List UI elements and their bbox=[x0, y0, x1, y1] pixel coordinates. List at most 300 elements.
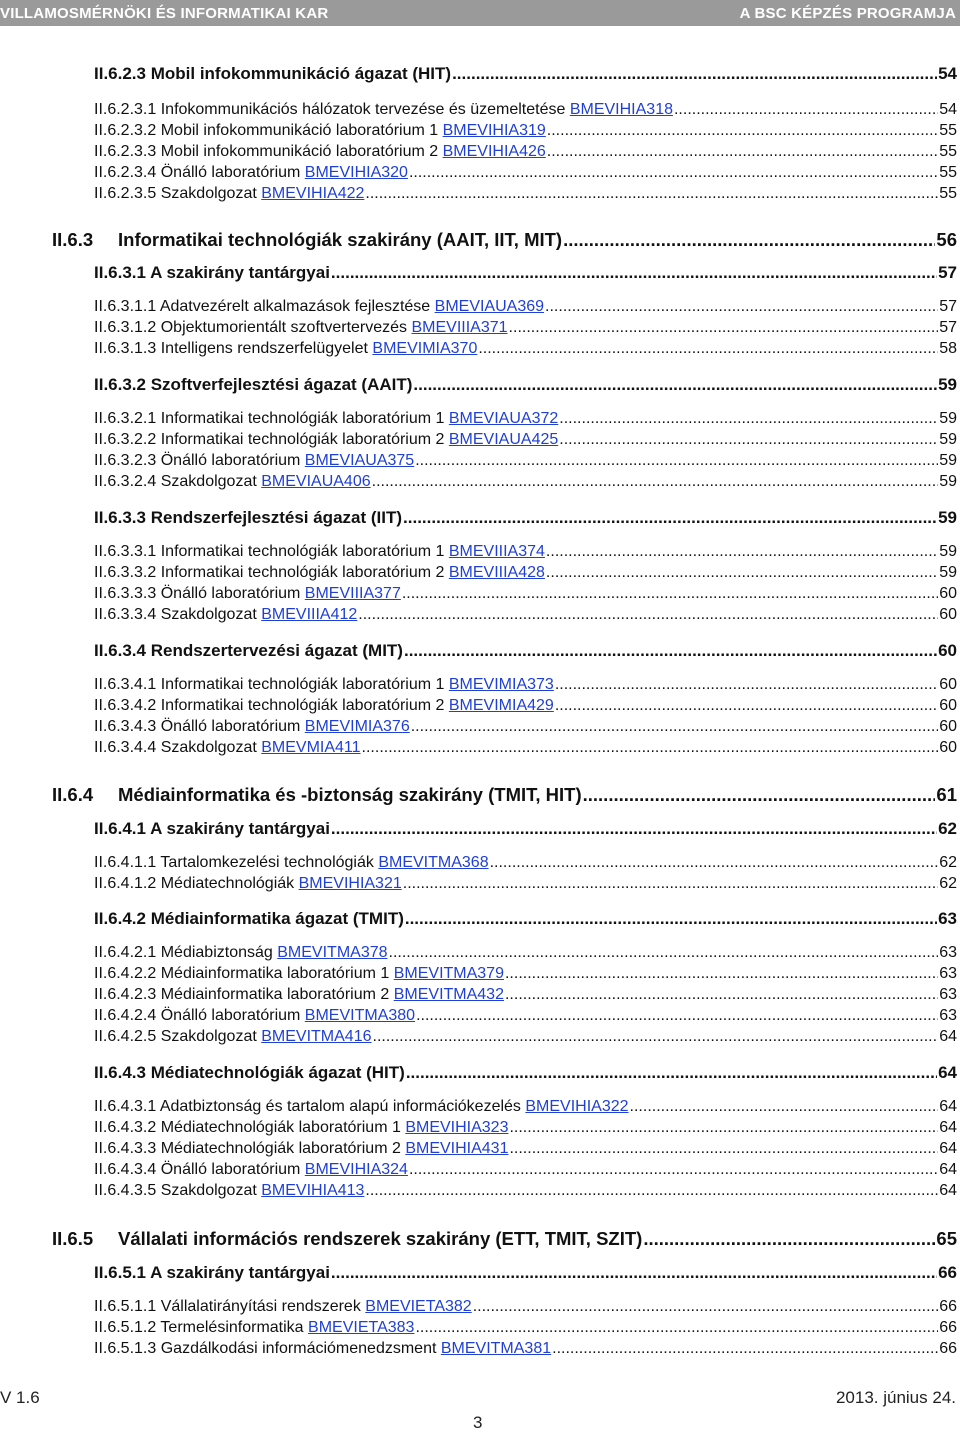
toc-entry-title: Infokommunikációs hálózatok tervezése és üzemeltetése bbox=[160, 101, 566, 118]
course-code-link[interactable]: BMEVIAUA406 bbox=[261, 473, 371, 490]
course-code-link[interactable]: BMEVITMA368 bbox=[378, 854, 489, 871]
toc-entry-title: Mobil infokommunikáció laboratórium 1 bbox=[160, 122, 439, 139]
course-code-link[interactable]: BMEVIAUA425 bbox=[448, 431, 559, 448]
toc-entry-heading bbox=[94, 585, 401, 603]
dot-leader bbox=[415, 1319, 938, 1337]
toc-entry[interactable] bbox=[94, 1119, 957, 1137]
course-code-link[interactable]: BMEVIHIA422 bbox=[261, 185, 365, 202]
toc-entry[interactable] bbox=[94, 263, 957, 283]
course-code-link[interactable]: BMEVITMA380 bbox=[304, 1007, 416, 1024]
toc-entry-heading bbox=[94, 1340, 551, 1358]
toc-entry[interactable] bbox=[94, 340, 957, 358]
dot-leader bbox=[403, 508, 937, 528]
toc-entry-title: Informatikai technológiák laboratórium 1 bbox=[160, 543, 445, 560]
dot-leader bbox=[415, 452, 938, 470]
toc-entry-number: II.6.3.4 bbox=[94, 641, 146, 660]
toc-entry-heading bbox=[94, 185, 364, 203]
toc-entry-heading bbox=[52, 784, 582, 806]
toc-entry-heading bbox=[94, 1063, 405, 1083]
course-code-link[interactable]: BMEVIMIA370 bbox=[372, 340, 478, 357]
toc-entry-title: Informatikai technológiák laboratórium 1 bbox=[160, 676, 445, 693]
toc-entry-number: II.6.4 bbox=[52, 784, 94, 805]
toc-entry[interactable] bbox=[94, 676, 957, 694]
toc-entry-number: II.6.3.2 bbox=[94, 375, 146, 394]
toc-entry-page: 60 bbox=[939, 697, 957, 714]
toc-entry-number: II.6.4.1 bbox=[94, 819, 146, 838]
toc-entry[interactable] bbox=[94, 1340, 957, 1358]
toc-entry-number: II.6.5.1.3 bbox=[94, 1340, 157, 1357]
toc-entry-heading bbox=[94, 819, 330, 839]
toc-entry-title: Adatbiztonság és tartalom alapú információkezelés bbox=[159, 1098, 521, 1115]
toc-entry-heading bbox=[94, 606, 357, 624]
toc-entry[interactable] bbox=[94, 641, 957, 661]
toc-entry-page: 59 bbox=[939, 452, 957, 469]
course-code-link[interactable]: BMEVIAUA372 bbox=[448, 410, 559, 427]
toc-entry[interactable] bbox=[94, 101, 957, 119]
toc-entry[interactable] bbox=[52, 784, 957, 806]
toc-entry[interactable] bbox=[94, 185, 957, 203]
dot-leader bbox=[555, 676, 938, 694]
toc-entry[interactable] bbox=[94, 1063, 957, 1083]
toc-entry[interactable] bbox=[94, 164, 957, 182]
toc-entry-number: II.6.4.3.4 bbox=[94, 1161, 157, 1178]
course-code-link[interactable]: BMEVIETA383 bbox=[308, 1319, 415, 1336]
toc-entry-page: 55 bbox=[939, 143, 957, 160]
toc-entry-page: 59 bbox=[939, 473, 957, 490]
toc-entry-page: 59 bbox=[939, 431, 957, 448]
toc-entry-title: Intelligens rendszerfelügyelet bbox=[160, 340, 368, 357]
toc-entry-number: II.6.3.4.2 bbox=[94, 697, 157, 714]
toc-entry-page: 64 bbox=[939, 1161, 957, 1178]
dot-leader bbox=[406, 1063, 937, 1083]
toc-entry[interactable] bbox=[52, 229, 957, 251]
toc-entry-number: II.6.2.3.1 bbox=[94, 101, 157, 118]
toc-entry-title: Szakdolgozat bbox=[160, 1182, 257, 1199]
toc-entry-title: Önálló laboratórium bbox=[160, 718, 301, 735]
toc-entry-heading bbox=[94, 508, 402, 528]
toc-entry-title: Szakdolgozat bbox=[160, 473, 257, 490]
course-code-link[interactable]: BMEVIMIA429 bbox=[448, 697, 554, 714]
dot-leader bbox=[411, 718, 938, 736]
toc-entry-page: 58 bbox=[939, 340, 957, 357]
toc-entry-heading bbox=[94, 543, 545, 561]
toc-entry-number: II.6.2.3.3 bbox=[94, 143, 157, 160]
dot-leader bbox=[372, 473, 939, 491]
toc-entry-title: Önálló laboratórium bbox=[160, 1161, 301, 1178]
toc-entry[interactable] bbox=[94, 965, 957, 983]
dot-leader bbox=[547, 122, 938, 140]
dot-leader bbox=[547, 143, 938, 161]
toc-entry-number: II.6.3.4.4 bbox=[94, 739, 157, 756]
toc-entry-page: 63 bbox=[939, 965, 957, 982]
dot-leader bbox=[555, 697, 938, 715]
toc-entry-page: 60 bbox=[939, 676, 957, 693]
course-code-link[interactable]: BMEVITMA381 bbox=[440, 1340, 552, 1357]
toc-entry-title: Szoftverfejlesztési ágazat (AAIT) bbox=[150, 375, 413, 394]
toc-entry-number: II.6.3.1.1 bbox=[94, 298, 157, 315]
dot-leader bbox=[403, 875, 938, 893]
toc-entry-number: II.6.3.3.1 bbox=[94, 543, 157, 560]
toc-entry[interactable] bbox=[94, 1007, 957, 1025]
course-code-link[interactable]: BMEVITMA432 bbox=[393, 986, 504, 1003]
toc-entry-title: Médiainformatika laboratórium 2 bbox=[160, 986, 390, 1003]
toc-entry-title: Médiatechnológiák laboratórium 2 bbox=[160, 1140, 401, 1157]
toc-entry-page: 66 bbox=[939, 1298, 957, 1315]
toc-entry-page: 64 bbox=[939, 1119, 957, 1136]
toc-entry-title: Informatikai technológiák laboratórium 2 bbox=[160, 431, 445, 448]
toc-entry[interactable] bbox=[94, 298, 957, 316]
toc-entry-number: II.6.2.3.4 bbox=[94, 164, 157, 181]
toc-entry[interactable] bbox=[94, 143, 957, 161]
toc-entry-heading bbox=[94, 1263, 330, 1283]
toc-entry-heading bbox=[94, 1140, 508, 1158]
toc-entry-number: II.6.3.3 bbox=[94, 508, 146, 527]
dot-leader bbox=[404, 641, 937, 661]
toc-entry-heading bbox=[94, 854, 489, 872]
toc-entry-title: Objektumorientált szoftvertervezés bbox=[160, 319, 408, 336]
course-code-link[interactable]: BMEVIETA382 bbox=[365, 1298, 472, 1315]
toc-entry-number: II.6.2.3 bbox=[94, 64, 146, 83]
toc-entry-number: II.6.3.3.2 bbox=[94, 564, 157, 581]
toc-entry-title: Informatikai technológiák szakirány (AAIT, IIT, MIT) bbox=[118, 229, 563, 250]
dot-leader bbox=[409, 164, 938, 182]
toc-entry-heading bbox=[94, 1182, 364, 1200]
toc-entry-heading bbox=[52, 229, 562, 251]
toc-entry-title: Szakdolgozat bbox=[160, 606, 257, 623]
toc-entry-number: II.6.3 bbox=[52, 229, 94, 250]
toc-entry-title: Szakdolgozat bbox=[160, 1028, 257, 1045]
toc-entry-page: 63 bbox=[939, 944, 957, 961]
toc-entry-page: 57 bbox=[938, 263, 957, 282]
toc-entry-heading bbox=[94, 164, 408, 182]
toc-entry-title: A szakirány tantárgyai bbox=[150, 819, 330, 838]
toc-entry-number: II.6.2.3.2 bbox=[94, 122, 157, 139]
toc-entry-number: II.6.4.2.1 bbox=[94, 944, 157, 961]
dot-leader bbox=[452, 64, 937, 84]
toc-entry-page: 60 bbox=[939, 585, 957, 602]
dot-leader bbox=[674, 101, 938, 119]
toc-entry-heading bbox=[94, 676, 554, 694]
toc-entry-heading bbox=[94, 564, 545, 582]
toc-entry-page: 62 bbox=[939, 854, 957, 871]
toc-entry[interactable] bbox=[94, 122, 957, 140]
toc-entry-heading bbox=[94, 340, 477, 358]
toc-entry[interactable] bbox=[94, 508, 957, 528]
toc-entry-number: II.6.5.1 bbox=[94, 1263, 146, 1282]
toc-entry-page: 59 bbox=[939, 543, 957, 560]
toc-entry-title: Mobil infokommunikáció laboratórium 2 bbox=[160, 143, 439, 160]
footer-date: 2013. június 24. bbox=[835, 1388, 956, 1407]
toc-entry[interactable] bbox=[94, 1319, 957, 1337]
course-code-link[interactable]: BMEVIHIA324 bbox=[304, 1161, 408, 1178]
dot-leader bbox=[509, 1140, 938, 1158]
toc-entry-page: 60 bbox=[939, 718, 957, 735]
toc-entry[interactable] bbox=[94, 986, 957, 1004]
toc-entry-heading bbox=[94, 875, 402, 893]
dot-leader bbox=[358, 606, 938, 624]
toc-entry-number: II.6.3.4.3 bbox=[94, 718, 157, 735]
dot-leader bbox=[509, 1119, 938, 1137]
toc-entry-title: Önálló laboratórium bbox=[160, 1007, 301, 1024]
toc-entry-number: II.6.4.3.2 bbox=[94, 1119, 157, 1136]
toc-entry-page: 57 bbox=[939, 298, 957, 315]
toc-entry-heading bbox=[94, 1161, 408, 1179]
toc-entry-heading bbox=[94, 1319, 414, 1337]
dot-leader bbox=[505, 986, 938, 1004]
dot-leader bbox=[331, 819, 937, 839]
course-code-link[interactable]: BMEVIHIA431 bbox=[405, 1140, 509, 1157]
toc-entry-page: 55 bbox=[939, 122, 957, 139]
toc-entry-page: 66 bbox=[939, 1319, 957, 1336]
toc-entry-title: Vállalati információs rendszerek szakirány (ETT, TMIT, SZIT) bbox=[118, 1228, 643, 1249]
toc-entry-title: Informatikai technológiák laboratórium 2 bbox=[160, 697, 445, 714]
toc-entry-page: 60 bbox=[938, 641, 957, 660]
toc-entry-title: Médiainformatika laboratórium 1 bbox=[160, 965, 390, 982]
toc-entry-number: II.6.3.2.3 bbox=[94, 452, 157, 469]
toc-entry-title: Rendszerfejlesztési ágazat (IIT) bbox=[150, 508, 403, 527]
toc-entry[interactable] bbox=[94, 585, 957, 603]
toc-entry-page: 63 bbox=[938, 909, 957, 928]
toc-entry-page: 64 bbox=[939, 1028, 957, 1045]
toc-entry-heading bbox=[94, 718, 410, 736]
toc-entry[interactable] bbox=[94, 64, 957, 84]
toc-entry-page: 61 bbox=[936, 784, 957, 805]
toc-entry[interactable] bbox=[94, 1161, 957, 1179]
toc-entry-title: A szakirány tantárgyai bbox=[150, 1263, 330, 1282]
toc-entry-page: 63 bbox=[939, 986, 957, 1003]
toc-entry-number: II.6.4.2.3 bbox=[94, 986, 157, 1003]
toc-entry-page: 59 bbox=[939, 564, 957, 581]
toc-entry-page: 62 bbox=[939, 875, 957, 892]
dot-leader bbox=[416, 1007, 938, 1025]
dot-leader bbox=[559, 410, 938, 428]
toc-entry-page: 64 bbox=[939, 1140, 957, 1157]
toc-entry[interactable] bbox=[94, 739, 957, 757]
toc-entry-heading bbox=[94, 319, 508, 337]
toc-entry-number: II.6.3.2.4 bbox=[94, 473, 157, 490]
toc-entry-heading bbox=[94, 909, 404, 929]
course-code-link[interactable]: BMEVIHIA323 bbox=[405, 1119, 509, 1136]
toc-entry[interactable] bbox=[94, 473, 957, 491]
course-code-link[interactable]: BMEVIHIA318 bbox=[569, 101, 673, 118]
toc-entry-title: Termelésinformatika bbox=[160, 1319, 304, 1336]
toc-entry-number: II.6.3.3.3 bbox=[94, 585, 157, 602]
toc-entry-number: II.6.5 bbox=[52, 1228, 94, 1249]
toc-entry-heading bbox=[94, 122, 546, 140]
toc-entry-number: II.6.3.1 bbox=[94, 263, 146, 282]
toc-entry-page: 57 bbox=[939, 319, 957, 336]
dot-leader bbox=[545, 298, 938, 316]
toc-entry-number: II.6.4.3.5 bbox=[94, 1182, 157, 1199]
toc-entry-page: 64 bbox=[938, 1063, 957, 1082]
toc-entry-page: 64 bbox=[939, 1182, 957, 1199]
toc-entry-title: Vállalatirányítási rendszerek bbox=[160, 1298, 361, 1315]
footer-version: V 1.6 bbox=[0, 1388, 40, 1407]
toc-entry-heading bbox=[94, 641, 403, 661]
toc-entry[interactable] bbox=[94, 1263, 957, 1283]
toc-entry-heading bbox=[94, 1119, 508, 1137]
toc-entry-heading bbox=[94, 986, 504, 1004]
dot-leader bbox=[473, 1298, 939, 1316]
toc-entry-title: Önálló laboratórium bbox=[160, 452, 301, 469]
toc-entry-number: II.6.3.4.1 bbox=[94, 676, 157, 693]
toc-entry-title: Adatvezérelt alkalmazások fejlesztése bbox=[159, 298, 431, 315]
dot-leader bbox=[505, 965, 938, 983]
course-code-link[interactable]: BMEVIMIA373 bbox=[448, 676, 554, 693]
dot-leader bbox=[331, 1263, 937, 1283]
toc-entry-page: 66 bbox=[938, 1263, 957, 1282]
toc-entry[interactable] bbox=[94, 431, 957, 449]
toc-entry-page: 66 bbox=[939, 1340, 957, 1357]
toc-entry-title: Médiabiztonság bbox=[160, 944, 273, 961]
toc-entry-title: Szakdolgozat bbox=[160, 739, 257, 756]
toc-entry-number: II.6.4.3 bbox=[94, 1063, 146, 1082]
toc-entry-heading bbox=[94, 410, 558, 428]
toc-entry[interactable] bbox=[94, 375, 957, 395]
toc-entry[interactable] bbox=[94, 909, 957, 929]
dot-leader bbox=[362, 739, 939, 757]
toc-entry-number: II.6.4.2.4 bbox=[94, 1007, 157, 1024]
dot-leader bbox=[409, 1161, 938, 1179]
toc-entry-page: 63 bbox=[939, 1007, 957, 1024]
toc-entry-title: Tartalomkezelési technológiák bbox=[160, 854, 374, 871]
toc-entry[interactable] bbox=[94, 819, 957, 839]
course-code-link[interactable]: BMEVIHIA322 bbox=[525, 1098, 629, 1115]
toc-entry[interactable] bbox=[94, 1298, 957, 1316]
toc-entry-title: Szakdolgozat bbox=[160, 185, 257, 202]
toc-entry-page: 60 bbox=[939, 606, 957, 623]
toc-entry[interactable] bbox=[94, 875, 957, 893]
course-code-link[interactable]: BMEVITMA416 bbox=[261, 1028, 372, 1045]
toc-entry-page: 59 bbox=[939, 410, 957, 427]
toc-entry-number: II.6.3.2.1 bbox=[94, 410, 157, 427]
dot-leader bbox=[583, 784, 936, 806]
dot-leader bbox=[490, 854, 939, 872]
toc-entry[interactable] bbox=[94, 319, 957, 337]
toc-entry[interactable] bbox=[94, 1182, 957, 1200]
toc-entry[interactable] bbox=[94, 452, 957, 470]
course-code-link[interactable]: BMEVIHIA413 bbox=[261, 1182, 365, 1199]
toc-entry-heading bbox=[94, 944, 388, 962]
toc-entry-title: Médiatechnológiák laboratórium 1 bbox=[160, 1119, 401, 1136]
dot-leader bbox=[546, 543, 938, 561]
course-code-link[interactable]: BMEVIIIA374 bbox=[448, 543, 545, 560]
course-code-link[interactable]: BMEVMIA411 bbox=[261, 739, 361, 756]
toc-entry[interactable] bbox=[94, 543, 957, 561]
toc-entry[interactable] bbox=[94, 854, 957, 872]
dot-leader bbox=[478, 340, 938, 358]
toc-entry[interactable] bbox=[94, 1098, 957, 1116]
toc-entry-page: 54 bbox=[938, 64, 957, 83]
toc-entry-heading bbox=[94, 739, 361, 757]
toc-entry[interactable] bbox=[94, 697, 957, 715]
toc-entry-title: Médiatechnológiák bbox=[160, 875, 295, 892]
toc-entry-title: Rendszertervezési ágazat (MIT) bbox=[150, 641, 403, 660]
course-code-link[interactable]: BMEVIHIA321 bbox=[298, 875, 402, 892]
toc-entry-title: Gazdálkodási információmenedzsment bbox=[160, 1340, 437, 1357]
toc-entry-number: II.6.4.1.1 bbox=[94, 854, 157, 871]
dot-leader bbox=[552, 1340, 938, 1358]
toc-entry-number: II.6.4.3.1 bbox=[94, 1098, 157, 1115]
toc-entry-heading bbox=[52, 1228, 642, 1250]
toc-entry-title: Önálló laboratórium bbox=[160, 585, 301, 602]
toc-entry-heading bbox=[94, 375, 412, 395]
toc-entry-heading bbox=[94, 263, 330, 283]
toc-entry-number: II.6.3.3.4 bbox=[94, 606, 157, 623]
dot-leader bbox=[643, 1228, 935, 1250]
toc-entry-title: Informatikai technológiák laboratórium 1 bbox=[160, 410, 445, 427]
course-code-link[interactable]: BMEVIAUA369 bbox=[434, 298, 545, 315]
dot-leader bbox=[389, 944, 939, 962]
toc-entry-heading bbox=[94, 431, 558, 449]
toc-entry-heading bbox=[94, 1007, 415, 1025]
toc-entry-heading bbox=[94, 697, 554, 715]
toc-entry-page: 55 bbox=[939, 164, 957, 181]
course-code-link[interactable]: BMEVIAUA375 bbox=[304, 452, 415, 469]
toc-entry-title: Önálló laboratórium bbox=[160, 164, 301, 181]
course-code-link[interactable]: BMEVITMA379 bbox=[393, 965, 504, 982]
toc-entry-number: II.6.3.2.2 bbox=[94, 431, 157, 448]
toc-entry-number: II.6.4.3.3 bbox=[94, 1140, 157, 1157]
course-code-link[interactable]: BMEVIIIA412 bbox=[261, 606, 358, 623]
toc-entry-page: 62 bbox=[938, 819, 957, 838]
toc-entry-page: 64 bbox=[939, 1098, 957, 1115]
toc-entry[interactable] bbox=[94, 944, 957, 962]
dot-leader bbox=[331, 263, 937, 283]
toc-entry-page: 54 bbox=[939, 101, 957, 118]
toc-entry-title: A szakirány tantárgyai bbox=[150, 263, 330, 282]
dot-leader bbox=[413, 375, 937, 395]
toc-entry[interactable] bbox=[94, 718, 957, 736]
toc-entry-number: II.6.3.1.2 bbox=[94, 319, 157, 336]
toc-entry-number: II.6.4.2.2 bbox=[94, 965, 157, 982]
course-code-link[interactable]: BMEVIHIA320 bbox=[304, 164, 408, 181]
toc-entry-heading bbox=[94, 298, 544, 316]
course-code-link[interactable]: BMEVIHIA319 bbox=[442, 122, 546, 139]
dot-leader bbox=[373, 1028, 939, 1046]
toc-entry-page: 56 bbox=[936, 229, 957, 250]
toc-entry-title: Mobil infokommunikáció ágazat (HIT) bbox=[150, 64, 452, 83]
toc-entry[interactable] bbox=[94, 1140, 957, 1158]
toc-entry[interactable] bbox=[94, 564, 957, 582]
toc-entry-heading bbox=[94, 143, 546, 161]
toc-entry-heading bbox=[94, 473, 371, 491]
toc-entry-title: Médiatechnológiák ágazat (HIT) bbox=[150, 1063, 405, 1082]
course-code-link[interactable]: BMEVIIIA371 bbox=[411, 319, 508, 336]
toc-entry-heading bbox=[94, 1028, 372, 1046]
toc-entry[interactable] bbox=[94, 1028, 957, 1046]
toc-entry-title: Médiainformatika ágazat (TMIT) bbox=[150, 909, 404, 928]
dot-leader bbox=[365, 1182, 938, 1200]
toc-entry-heading bbox=[94, 452, 414, 470]
toc-entry-title: Informatikai technológiák laboratórium 2 bbox=[160, 564, 445, 581]
toc-entry-page: 59 bbox=[938, 508, 957, 527]
toc-entry[interactable] bbox=[94, 410, 957, 428]
toc-entry[interactable] bbox=[94, 606, 957, 624]
header-faculty-title: VILLAMOSMÉRNÖKI ÉS INFORMATIKAI KAR bbox=[0, 5, 329, 22]
course-code-link[interactable]: BMEVIHIA426 bbox=[442, 143, 546, 160]
course-code-link[interactable]: BMEVIMIA376 bbox=[304, 718, 410, 735]
dot-leader bbox=[630, 1098, 939, 1116]
toc-entry[interactable] bbox=[52, 1228, 957, 1250]
toc-entry-number: II.6.5.1.1 bbox=[94, 1298, 157, 1315]
dot-leader bbox=[559, 431, 938, 449]
dot-leader bbox=[563, 229, 935, 251]
course-code-link[interactable]: BMEVIIIA377 bbox=[304, 585, 401, 602]
toc-entry-page: 60 bbox=[939, 739, 957, 756]
course-code-link[interactable]: BMEVIIIA428 bbox=[448, 564, 545, 581]
course-code-link[interactable]: BMEVITMA378 bbox=[277, 944, 388, 961]
